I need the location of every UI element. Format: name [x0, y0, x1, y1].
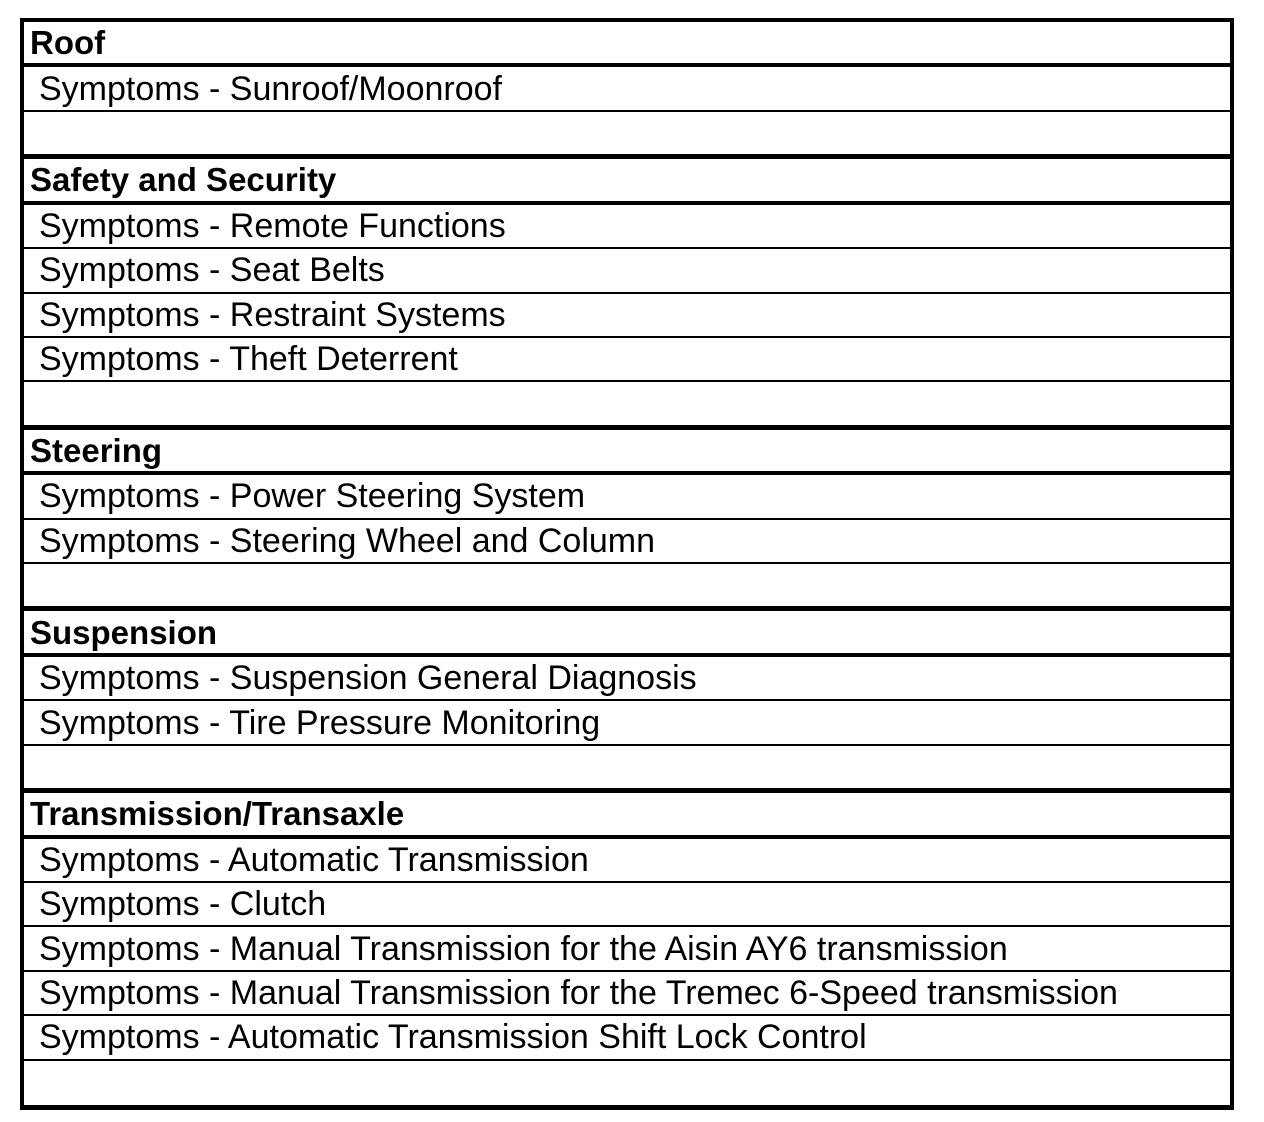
section-heading-transmission-transaxle: Transmission/Transaxle [24, 790, 1230, 838]
spacer-row [24, 564, 1230, 608]
link-sunroof-moonroof[interactable]: Symptoms - Sunroof/Moonroof [24, 67, 1230, 111]
spacer-row [24, 112, 1230, 156]
link-suspension-general-diagnosis[interactable]: Symptoms - Suspension General Diagnosis [24, 657, 1230, 701]
link-power-steering-system[interactable]: Symptoms - Power Steering System [24, 475, 1230, 519]
link-clutch[interactable]: Symptoms - Clutch [24, 883, 1230, 927]
section-heading-steering: Steering [24, 427, 1230, 475]
link-manual-transmission-aisin-ay6[interactable]: Symptoms - Manual Transmission for the Aisin AY6 transmission [24, 927, 1230, 971]
section-heading-roof: Roof [24, 22, 1230, 67]
section-heading-suspension: Suspension [24, 608, 1230, 656]
spacer-row [24, 382, 1230, 426]
link-tire-pressure-monitoring[interactable]: Symptoms - Tire Pressure Monitoring [24, 701, 1230, 745]
link-theft-deterrent[interactable]: Symptoms - Theft Deterrent [24, 338, 1230, 382]
spacer-row [24, 1061, 1230, 1105]
link-seat-belts[interactable]: Symptoms - Seat Belts [24, 249, 1230, 293]
spacer-row [24, 746, 1230, 790]
link-automatic-transmission-shift-lock-control[interactable]: Symptoms - Automatic Transmission Shift Lock Control [24, 1016, 1230, 1060]
section-heading-safety-security: Safety and Security [24, 156, 1230, 204]
link-restraint-systems[interactable]: Symptoms - Restraint Systems [24, 294, 1230, 338]
symptoms-index-table [20, 18, 1234, 1110]
link-automatic-transmission[interactable]: Symptoms - Automatic Transmission [24, 839, 1230, 883]
link-remote-functions[interactable]: Symptoms - Remote Functions [24, 205, 1230, 249]
link-steering-wheel-column[interactable]: Symptoms - Steering Wheel and Column [24, 520, 1230, 564]
link-manual-transmission-tremec-6-speed[interactable]: Symptoms - Manual Transmission for the Tremec 6-Speed transmission [24, 972, 1230, 1016]
